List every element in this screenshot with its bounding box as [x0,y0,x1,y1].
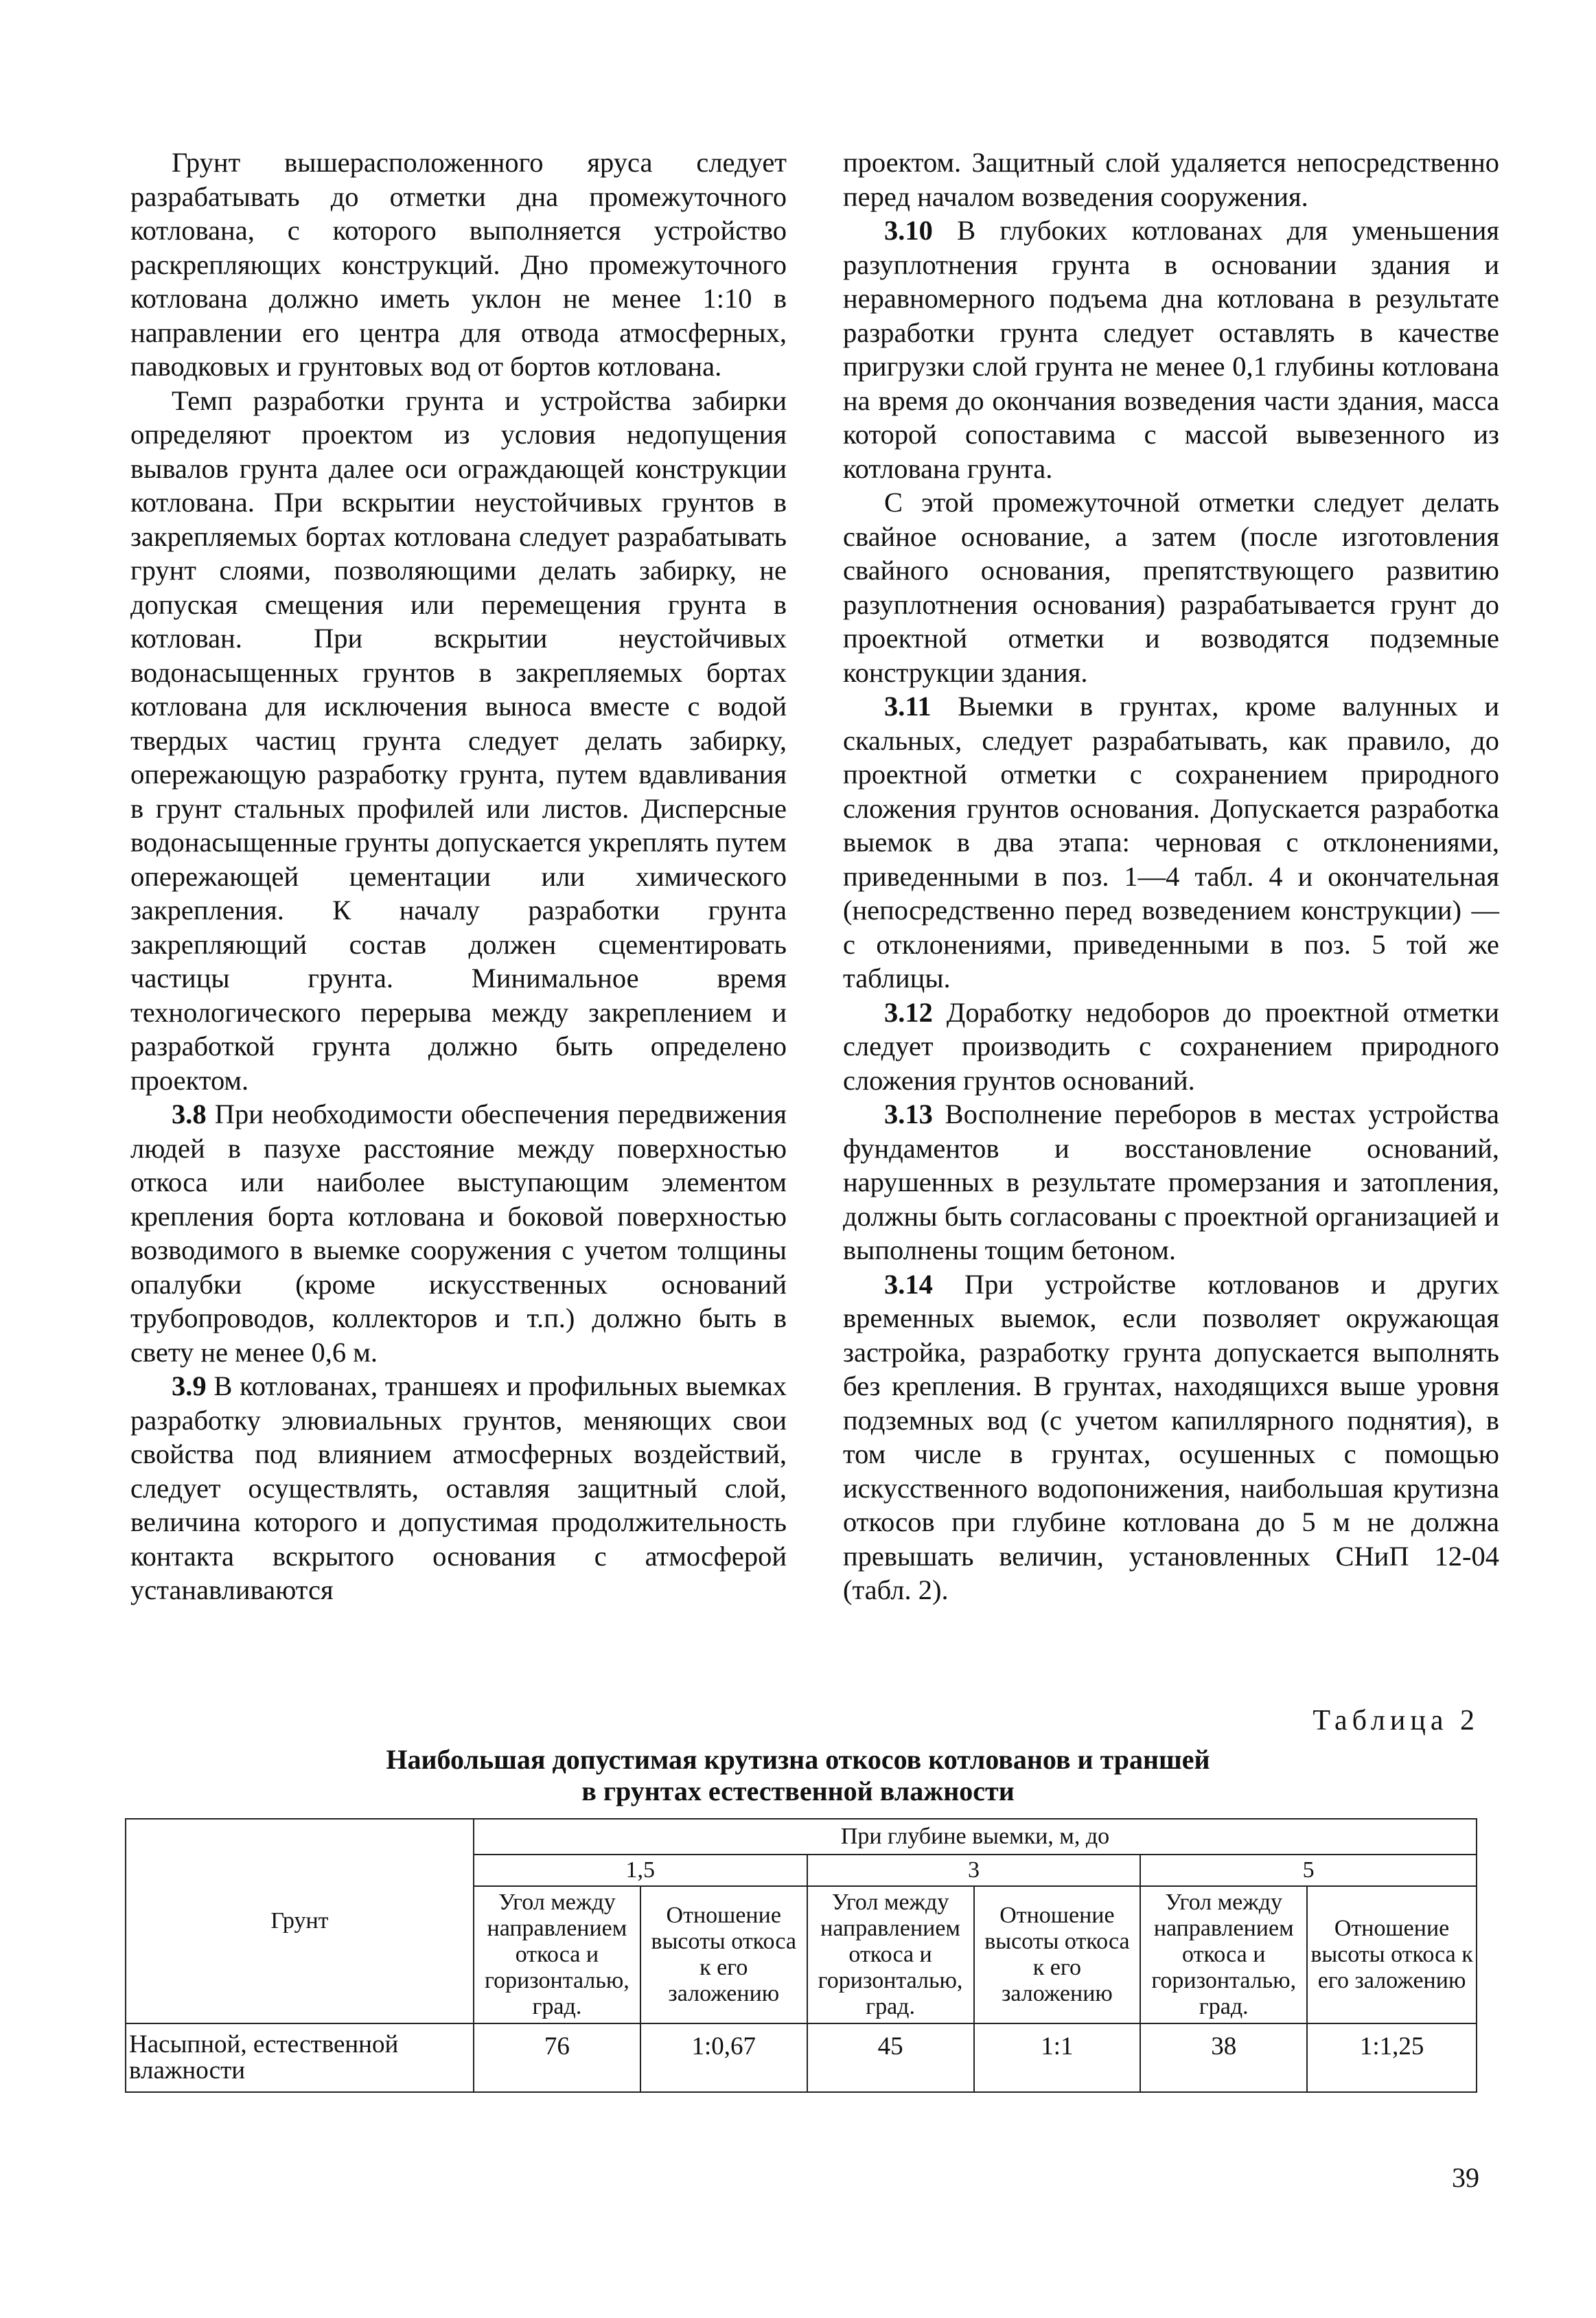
table-title [206,1744,1390,1807]
header-soil: Грунт [126,1819,474,2023]
clause-number: 3.11 [884,691,932,722]
cell-value: 1:1 [974,2023,1141,2092]
paragraph-text: Грунт вышерасположенного яруса следует разрабатывать до отметки дна промежуточного котлована, с которого выполняется устройство раскрепляющих конструкций. Дно промежуточного котлована должно иметь уклон не менее 1:10 в направлении его центра для отвода атмосферных, паводковых и грунтовых вод от бортов котлована. [130,147,787,382]
cell-value: 1:1,25 [1307,2023,1477,2092]
paragraph [843,1097,1499,1267]
clause-number: 3.14 [884,1268,933,1300]
cell-soil: Насыпной, естественной влажности [126,2023,474,2092]
clause-number: 3.13 [884,1099,933,1129]
page-number: 39 [1452,2162,1479,2193]
cell-value: 45 [807,2023,974,2092]
subheader-angle: Угол между направлением откоса и горизонталью, град. [1140,1886,1307,2023]
header-depth: При глубине выемки, м, до [474,1819,1477,1855]
depth-value: 5 [1140,1855,1477,1886]
cell-value: 1:0,67 [640,2023,807,2092]
paragraph [130,1369,787,1607]
depth-value: 1,5 [474,1855,807,1886]
slope-table [125,1818,1477,2093]
left-text-column [130,146,787,1607]
right-text-column [843,146,1499,1607]
clause-number: 3.9 [172,1370,207,1401]
cell-value: 38 [1140,2023,1307,2092]
table-row [126,2023,1477,2092]
subheader-ratio: Отношение высоты откоса к его заложению [974,1886,1141,2023]
clause-number: 3.8 [172,1099,207,1129]
paragraph-text: В котлованах, траншеях и профильных выемках разработку элювиальных грунтов, меняющих свои свойства под влиянием атмосферных воздействий, следует осуществлять, оставляя защитный слой, величина которого и допустимая продолжительность контакта вскрытого основания с атмосферой устанавливаются [130,1370,787,1605]
paragraph [843,485,1499,689]
paragraph-text: При устройстве котлованов и других временных выемок, если позволяет окружающая застройка, разработку грунта допускается выполнять без крепления. В грунтах, находящихся выше уровня подземных вод (с учетом капиллярного поднятия), в том числе в грунтах, осушенных с помощью искусственного водопонижения, наибольшая крутизна откосов при глубине котлована до 5 м не должна превышать величин, установленных СНиП 12-04 (табл. 2). [843,1268,1500,1605]
paragraph-text: Темп разработки грунта и устройства забирки определяют проектом из условия недопущения вывалов грунта далее оси ограждающей конструкции котлована. При вскрытии неустойчивых грунтов в закрепляемых бортах котлована следует разрабатывать грунт слоями, позволяющими делать забирку, не допуская смещения или перемещения грунта в котлован. При вскрытии неустойчивых водонасыщенных грунтов в закрепляемых бортах котлована для исключения выноса вместе с водой твердых частиц грунта следует делать забирку, опережающую разработку грунта, путем вдавливания в грунт стальных профилей или листов. Дисперсные водонасыщенные грунты допускается укреплять путем опережающей цементации или химического закрепления. К началу разработки грунта закрепляющий состав должен сцементировать частицы грунта. Минимальное время технологического перерыва между закреплением и разработкой грунта должно быть определено проектом. [130,385,787,1096]
paragraph [843,1267,1499,1607]
paragraph [130,146,787,384]
table-label: Таблица 2 [1312,1705,1479,1736]
paragraph [843,996,1499,1098]
subheader-angle: Угол между направлением откоса и горизонталью, град. [807,1886,974,2023]
paragraph [130,1097,787,1369]
depth-value: 3 [807,1855,1141,1886]
paragraph [843,146,1499,214]
paragraph [130,384,787,1098]
paragraph-text: При необходимости обеспечения передвижения людей в пазухе расстояние между поверхностью откоса или наиболее выступающим элементом крепления борта котлована и боковой поверхностью возводимого в выемке сооружения с учетом толщины опалубки (кроме искусственных оснований трубопроводов, коллекторов и т.п.) должно быть в свету не менее 0,6 м. [130,1099,787,1368]
clause-number: 3.10 [884,215,933,246]
paragraph-text: проектом. Защитный слой удаляется непосредственно перед началом возведения сооружения. [843,147,1499,212]
table-title-line: Наибольшая допустимая крутизна откосов котлованов и траншей [386,1744,1210,1775]
paragraph-text: Выемки в грунтах, кроме валунных и скальных, следует разрабатывать, как правило, до проектной отметки с сохранением природного сложения грунтов основания. Допускается разработка выемок в два этапа: черновая с отклонениями, приведенными в поз. 1—4 табл. 4 и окончательная (непосредственно перед возведением конструкции) — с отклонениями, приведенными в поз. 5 той же таблицы. [843,691,1499,994]
subheader-ratio: Отношение высоты откоса к его заложению [1307,1886,1477,2023]
cell-value: 76 [474,2023,640,2092]
paragraph [843,214,1499,485]
table-title-line: в грунтах естественной влажности [581,1776,1015,1806]
paragraph-text: С этой промежуточной отметки следует делать свайное основание, а затем (после изготовления свайного основания, препятствующего развитию разуплотнения основания) разрабатывается грунт до проектной отметки и возводятся подземные конструкции здания. [843,487,1499,688]
paragraph [843,689,1499,996]
subheader-angle: Угол между направлением откоса и горизонталью, град. [474,1886,640,2023]
paragraph-text: В глубоких котлованах для уменьшения разуплотнения грунта в основании здания и неравномерного подъема дна котлована в результате разработки грунта следует оставлять в качестве пригрузки слой грунта не менее 0,1 глубины котлована на время до окончания возведения части здания, масса которой сопоставима с массой вывезенного из котлована грунта. [843,215,1499,484]
paragraph-text: Восполнение переборов в местах устройства фундаментов и восстановление оснований, нарушенных в результате промерзания и затопления, должны быть согласованы с проектной организацией и выполнены тощим бетоном. [843,1099,1499,1265]
table-header-row [126,1819,1477,1855]
paragraph-text: Доработку недоборов до проектной отметки следует производить с сохранением природного сложения грунтов оснований. [843,996,1500,1096]
clause-number: 3.12 [884,996,933,1028]
subheader-ratio: Отношение высоты откоса к его заложению [640,1886,807,2023]
